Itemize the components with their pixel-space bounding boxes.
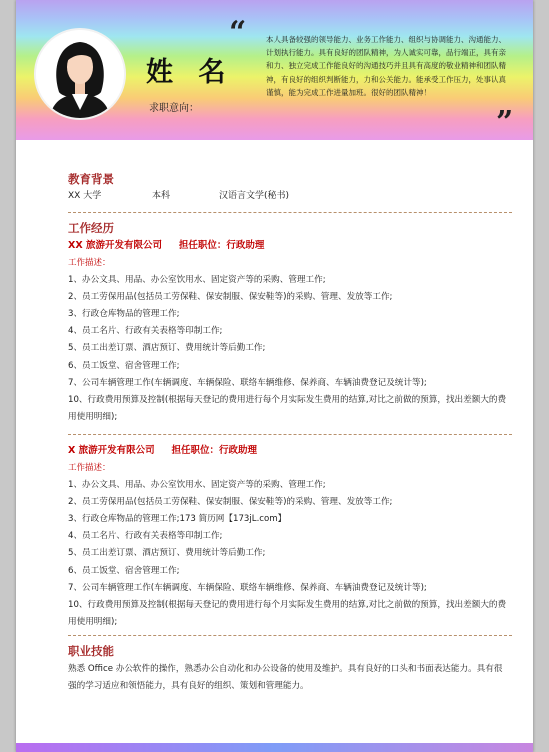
education-major: 汉语言文学(秘书) [219, 191, 290, 201]
job-duty: 3、行政仓库物品的管理工作; [68, 309, 180, 320]
education-title: 教育背景 [68, 172, 114, 186]
close-quote-icon: ” [496, 105, 514, 140]
work-title: 工作经历 [68, 221, 114, 235]
open-quote-icon: “ [229, 15, 247, 50]
job-company: XX 旅游开发有限公司 [68, 240, 162, 251]
education-school: XX 大学 [68, 191, 102, 201]
job-duty: 4、员工名片、行政有关表格等印制工作; [68, 531, 223, 542]
job-duties-list [68, 477, 508, 631]
job-duty: 7、公司车辆管理工作(车辆调度、车辆保险、联络车辆维修、保养商、车辆油费登记及统计等); [68, 582, 427, 593]
job-duty: 6、员工饭堂、宿舍管理工作; [68, 360, 180, 371]
job-duty: 1、办公文具、用品、办公室饮用水、固定资产等的采购、管理工作; [68, 480, 326, 491]
job-duty: 3、行政仓库物品的管理工作;173 简历网【173jL.com】 [68, 514, 287, 525]
job-duty: 10、行政费用预算及控制(根据每天登记的费用进行每个月实际发生费用的结算,对比之前做的预算，找出差额大的费用使用明细); [68, 599, 507, 627]
skills-title: 职业技能 [68, 644, 114, 658]
job-position: 担任职位：行政助理 [171, 445, 258, 456]
education-section [68, 171, 508, 205]
job-duty: 5、员工出差订票、酒店预订、费用统计等后勤工作; [68, 343, 266, 354]
candidate-name: 姓 名 [146, 57, 234, 88]
job-duty: 7、公司车辆管理工作(车辆调度、车辆保险、联络车辆维修、保养商、车辆油费登记及统计等); [68, 377, 427, 388]
resume-page [16, 0, 533, 752]
section-divider [68, 212, 512, 213]
job-description-label: 工作描述： [68, 463, 111, 474]
footer-bar [16, 743, 533, 752]
section-divider [68, 635, 512, 636]
job-duties-list [68, 272, 508, 426]
job-duty: 6、员工饭堂、宿舍管理工作; [68, 565, 180, 576]
job-duty: 1、办公文具、用品、办公室饮用水、固定资产等的采购、管理工作; [68, 275, 326, 286]
job-company: X 旅游开发有限公司 [68, 445, 155, 456]
job-duty: 10、行政费用预算及控制(根据每天登记的费用进行每个月实际发生费用的结算,对比之前做的预算，找出差额大的费用使用明细); [68, 394, 507, 422]
job-header [68, 237, 508, 255]
avatar-illustration [36, 30, 124, 118]
work-entry-2 [68, 442, 508, 631]
section-divider [68, 434, 512, 435]
self-introduction: 本人具备较强的领导能力、业务工作能力、组织与协调能力、沟通能力、计划执行能力。具有良好的团队精神，为人诚实可靠，品行端正，具有亲和力、独立完成工作能良好的沟通技巧并且具有高度的敬业精神和团队精神，有良好的组织判断能力，力和公关能力。能承受工作压力，处事认真谨慎，能为完成工作进量加班。很好的团队精神！ [266, 35, 506, 97]
job-duty: 5、员工出差订票、酒店预订、费用统计等后勤工作; [68, 548, 266, 559]
job-target-label: 求职意向： [149, 103, 199, 114]
avatar [36, 30, 124, 118]
job-position: 担任职位：行政助理 [178, 240, 265, 251]
job-description-label: 工作描述： [68, 258, 111, 269]
education-degree: 本科 [152, 191, 171, 201]
skills-section [68, 643, 508, 695]
job-header [68, 442, 508, 460]
resume-header [16, 0, 533, 140]
job-duty: 2、员工劳保用品(包括员工劳保鞋、保安制服、保安鞋等)的采购、管理、发放等工作; [68, 292, 393, 303]
skills-text: 熟悉 Office 办公软件的操作，熟悉办公自动化和办公设备的使用及维护。具有良好的口头和书面表达能力。具有很强的学习适应和领悟能力，具有良好的组织、策划和管理能力。 [68, 664, 503, 692]
job-duty: 4、员工名片、行政有关表格等印制工作; [68, 326, 223, 337]
work-section [68, 220, 508, 426]
education-row [68, 188, 508, 205]
job-duty: 2、员工劳保用品(包括员工劳保鞋、保安制服、保安鞋等)的采购、管理、发放等工作; [68, 497, 393, 508]
